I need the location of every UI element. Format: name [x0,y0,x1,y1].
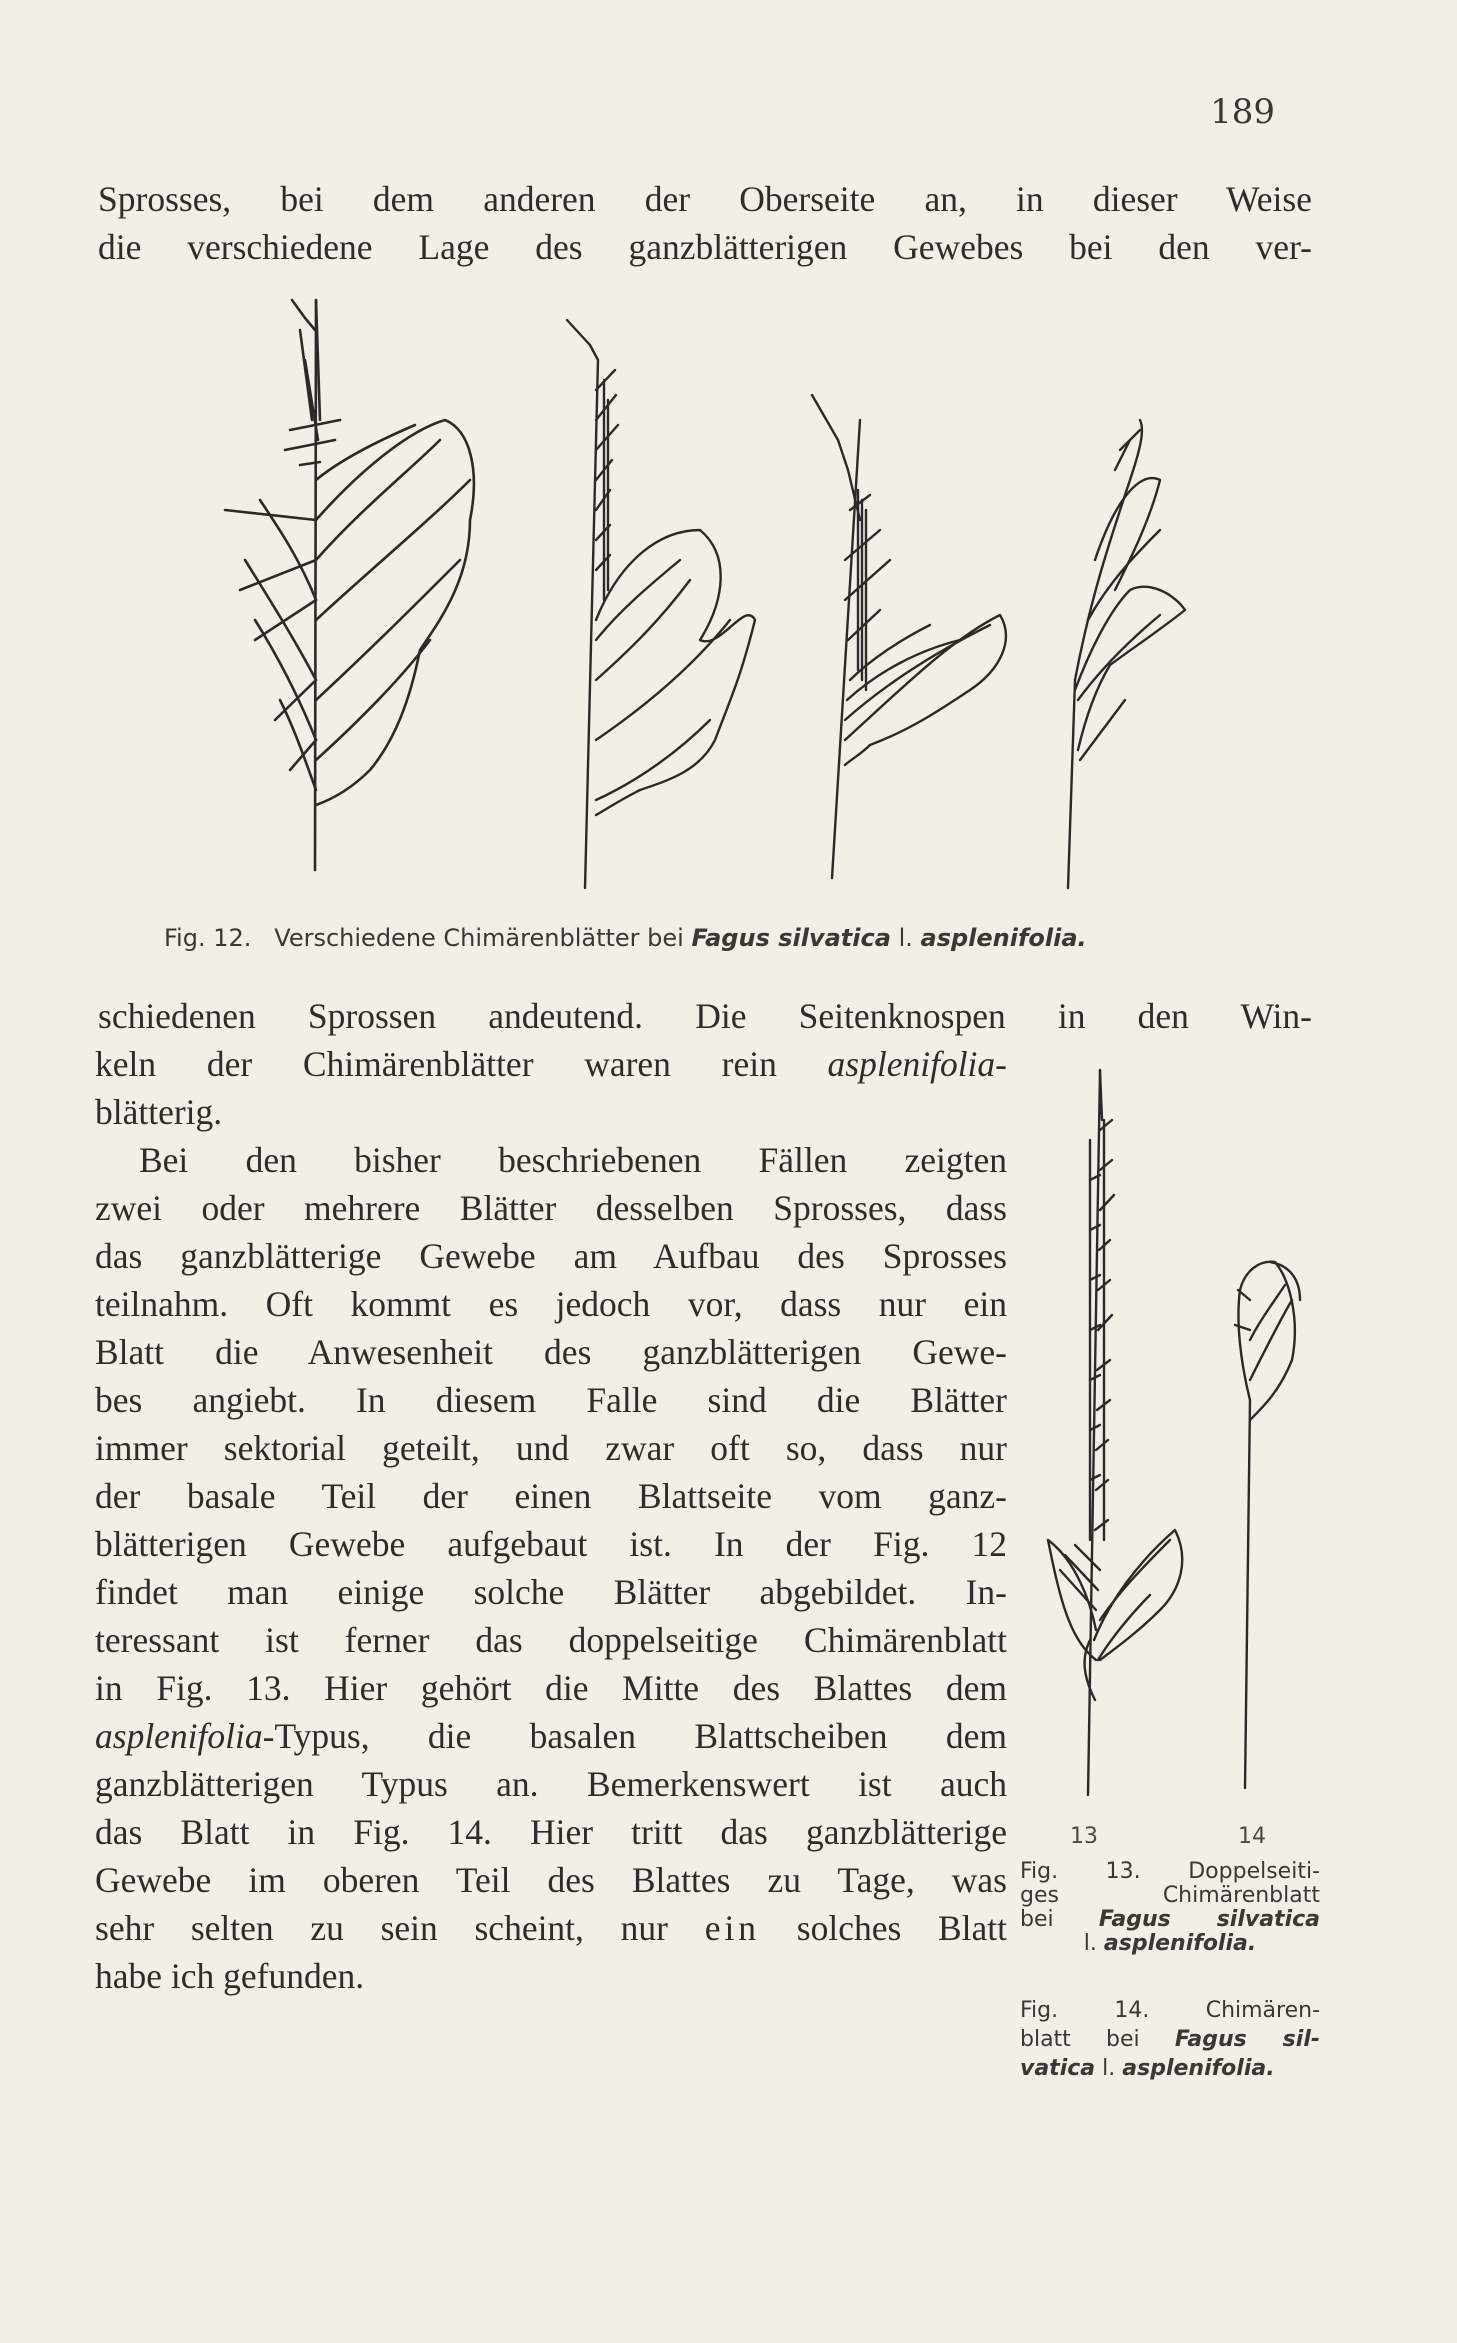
figure-14-caption: Fig. 14. Chimären- blatt bei Fagus sil- vatica l. asplenifolia. [1020,1998,1321,2081]
caption-species: Fagus silvatica [691,924,891,952]
text-line: blätterigen Gewebe aufgebaut ist. In der Fig. 12 [95,1524,1007,1564]
text-line: Gewebe im oberen Teil des Blattes zu Tage, was [95,1860,1007,1900]
caption-text: Verschiedene Chimärenblätter bei [274,924,684,952]
text-line: teilnahm. Oft kommt es jedoch vor, dass nur ein [95,1284,1007,1324]
caption-variety: asplenifolia. [920,924,1087,952]
text-line: ganzblätterigen Typus an. Bemerkenswert ist auch [95,1764,1007,1804]
figure-14-number: 14 [1238,1824,1266,1849]
text-line: keln der Chimärenblätter waren rein asplenifolia- [95,1044,1007,1084]
figure-13-number: 13 [1070,1824,1098,1849]
leaf-drawing-13 [1048,1070,1182,1795]
text-line: teressant ist ferner das doppelseitige Chimärenblatt [95,1620,1007,1660]
text-line: sehr selten zu sein scheint, nur ein solches Blatt [95,1908,1008,1948]
caption-l: l. [898,924,913,952]
leaf-drawing-14 [1235,1262,1300,1788]
text-line: findet man einige solche Blätter abgebildet. In- [95,1572,1007,1612]
text-line: die verschiedene Lage des ganzblätterigen Gewebes bei den ver- [98,227,1312,267]
text-line: Bei den bisher beschriebenen Fällen zeigten [139,1140,1007,1180]
text-line: asplenifolia-Typus, die basalen Blattscheiben dem [95,1716,1007,1756]
text-line: bes angiebt. In diesem Falle sind die Blätter [95,1380,1007,1420]
text-line: zwei oder mehrere Blätter desselben Sprosses, dass [95,1188,1007,1228]
text-line: das Blatt in Fig. 14. Hier tritt das ganzblätterige [95,1812,1007,1852]
text-line: in Fig. 13. Hier gehört die Mitte des Blattes dem [95,1668,1007,1708]
figure-13-caption: Fig. 13. Doppelseiti- ges Chimärenblatt bei Fagus silvatica l. asplenifolia. [1020,1859,1321,1956]
text-line: blätterig. [95,1092,223,1132]
text-line: Blatt die Anwesenheit des ganzblätterigen Gewe- [95,1332,1007,1372]
caption-label: Fig. 12. [164,924,252,952]
text-line: immer sektorial geteilt, und zwar oft so, dass nur [95,1428,1007,1468]
text-line: der basale Teil der einen Blattseite vom ganz- [95,1476,1007,1516]
text-line: schiedenen Sprossen andeutend. Die Seitenknospen in den Win- [98,996,1312,1036]
text-line: das ganzblätterige Gewebe am Aufbau des Sprosses [95,1236,1007,1276]
text-line: habe ich gefunden. [95,1956,365,1996]
text-line: Sprosses, bei dem anderen der Oberseite an, in dieser Weise [98,179,1312,219]
page-number: 189 [1210,92,1275,132]
